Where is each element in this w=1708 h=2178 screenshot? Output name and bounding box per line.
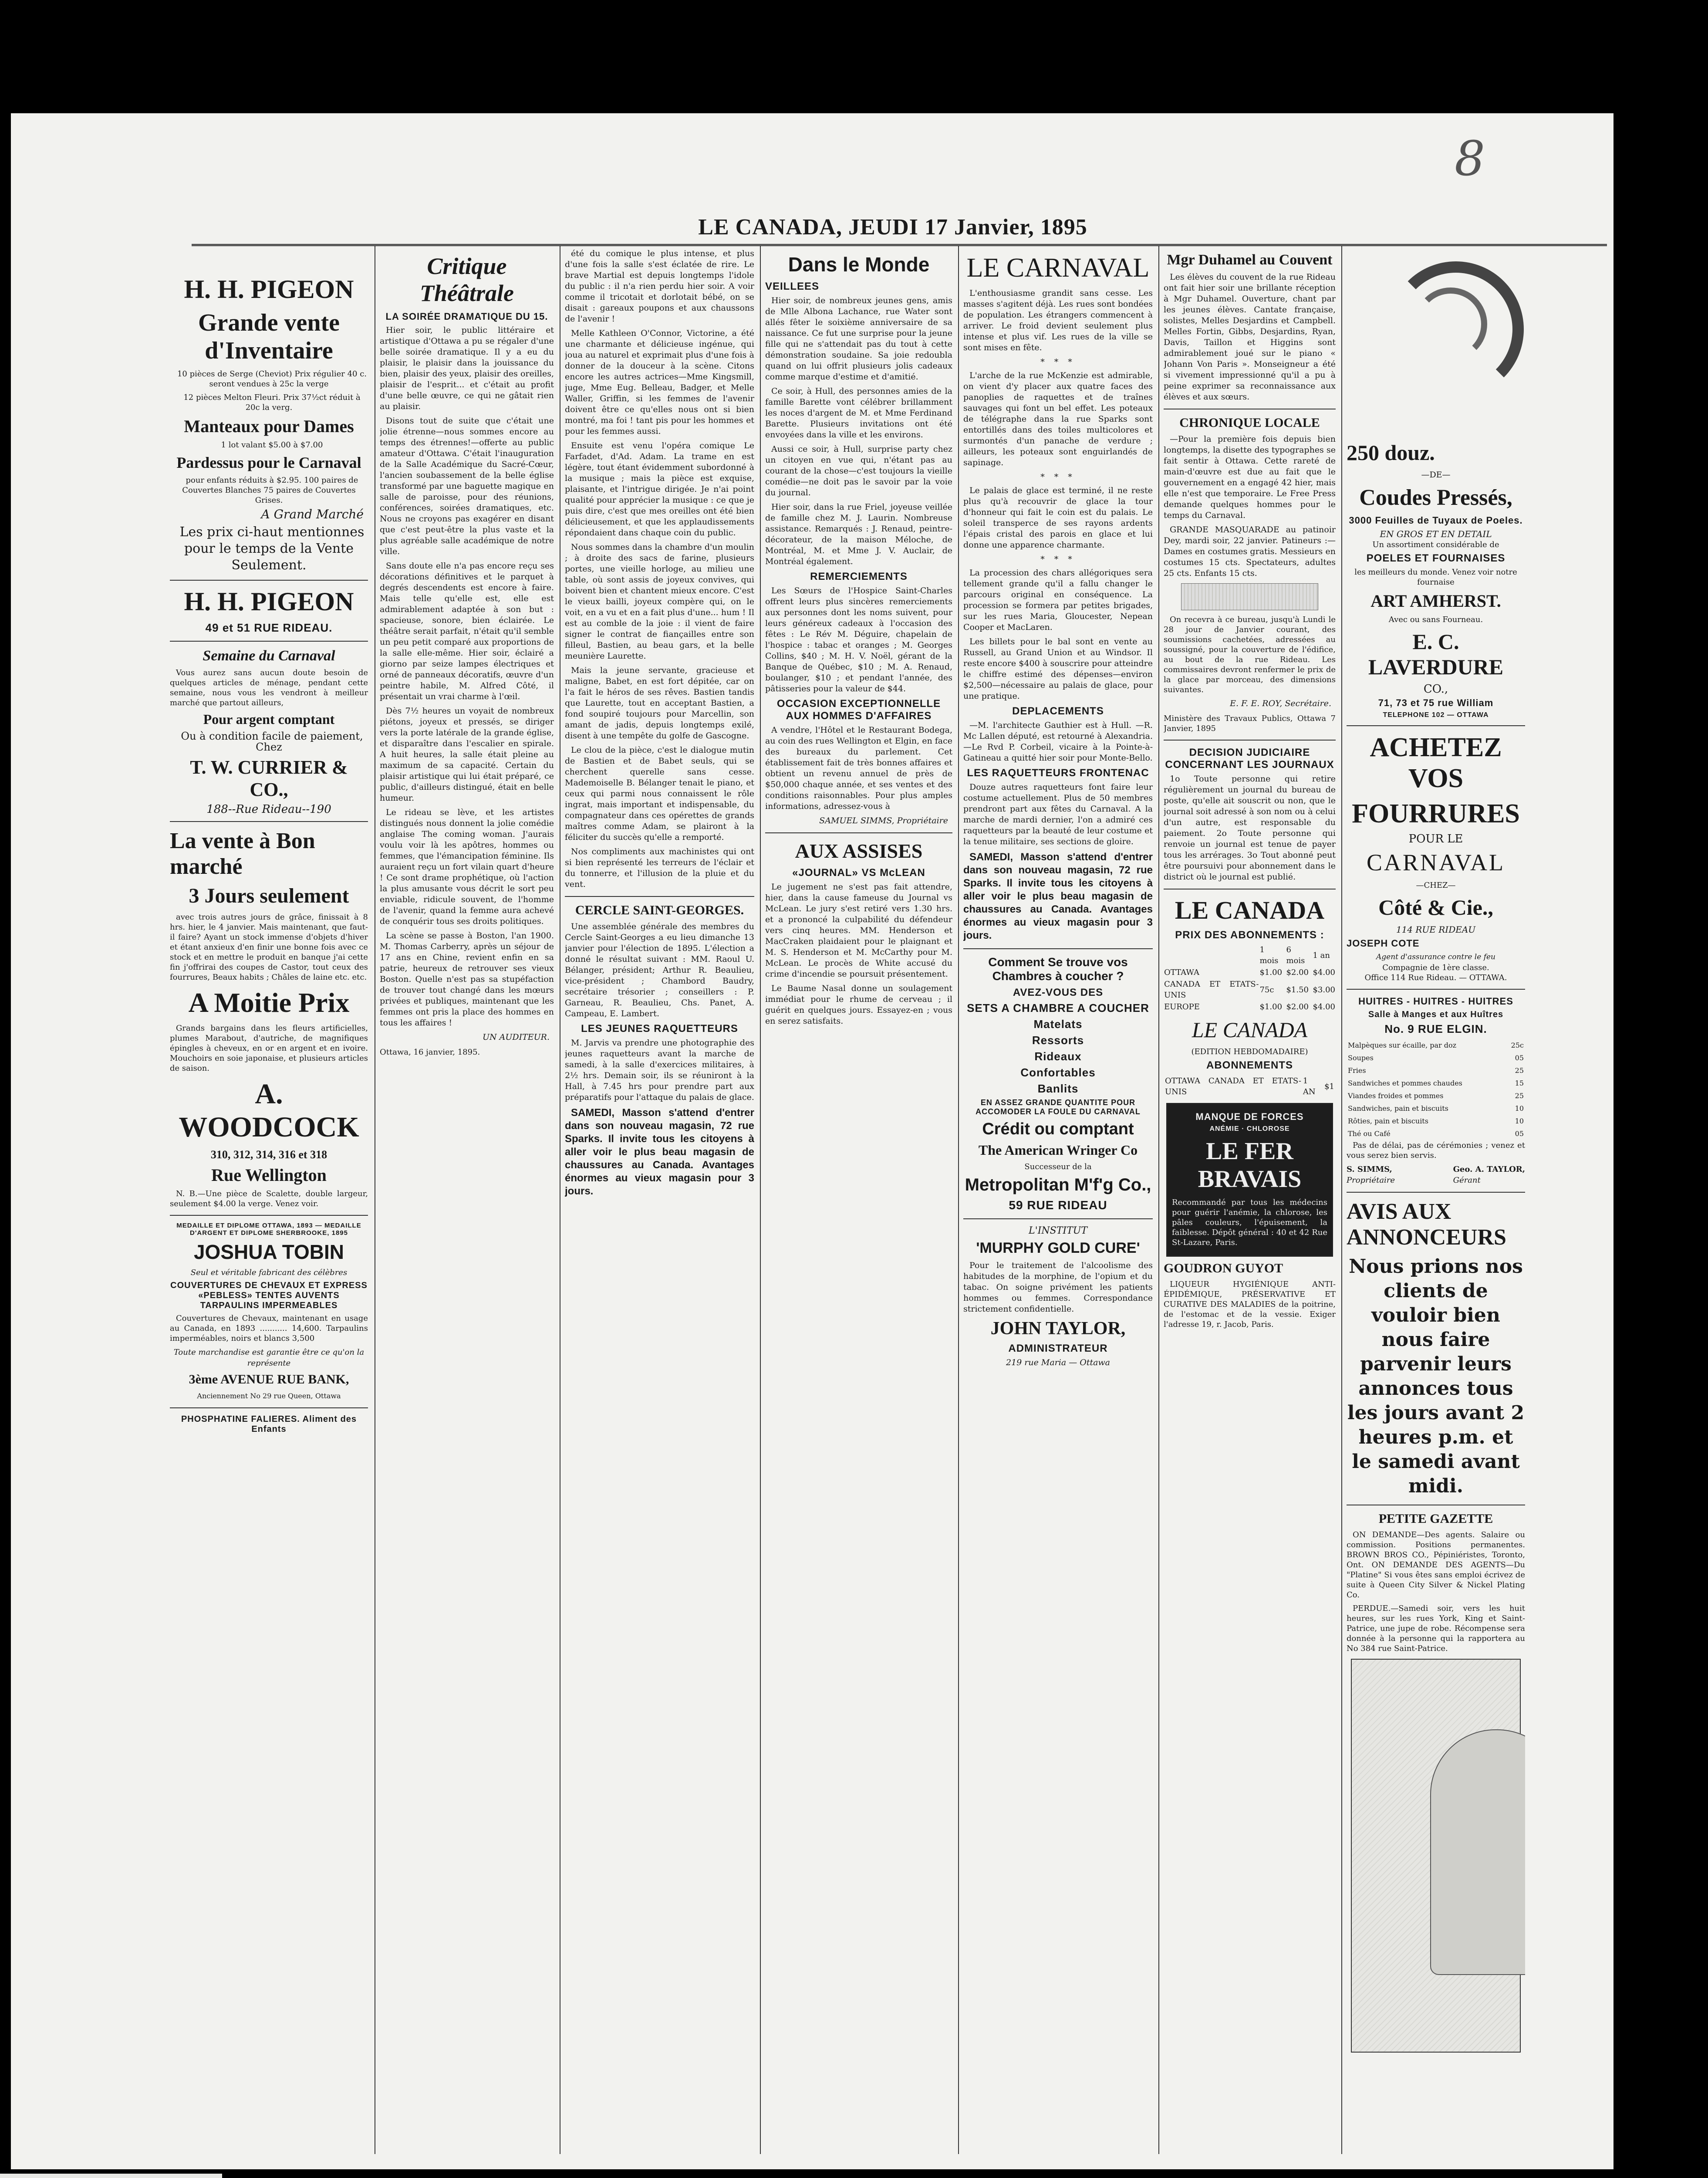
- gros-detail: EN GROS ET EN DETAIL: [1380, 529, 1492, 539]
- rates-table-weekly: [1164, 1074, 1336, 1099]
- separator: [170, 1407, 368, 1408]
- table-cell: Soupes: [1348, 1054, 1374, 1062]
- table-cell: $3.00: [1313, 985, 1335, 994]
- agent-text-2: Compagnie de 1ère classe.: [1382, 963, 1489, 972]
- rates-table: [1164, 944, 1336, 1013]
- masson-ad: SAMEDI, Masson s'attend d'entrer dans son nouveau magasin, 72 rue Sparks. Il invite tous les citoyens à aller voir le plus beau magasin de chaussures au Canada. Avantages énormes au vieux magasin pour 3 jours.: [565, 1107, 754, 1197]
- table-cell: 10: [1515, 1104, 1524, 1113]
- cote-heading: Côté & Cie.,: [1378, 895, 1493, 920]
- wringer-heading: The American Wringer Co: [978, 1142, 1138, 1158]
- laverdure-telephone: TELEPHONE 102 — OTTAWA: [1383, 711, 1489, 719]
- assises-subtitle: «JOURNAL» VS McLEAN: [792, 867, 925, 879]
- coudes-heading: Coudes Pressés,: [1359, 485, 1512, 510]
- table-row: [1164, 944, 1336, 967]
- woodcock-heading: A. WOODCOCK: [179, 1078, 359, 1143]
- table-row: [1347, 1065, 1524, 1076]
- achetez-heading: ACHETEZ VOS: [1370, 733, 1502, 793]
- table-row: [1164, 1001, 1336, 1013]
- bravais-name: LE FER BRAVAIS: [1198, 1138, 1302, 1193]
- table-row: [1347, 1077, 1524, 1089]
- paragraph: Le palais de glace est terminé, il ne reste plus qu'à recouvrir de glace la tour d'honneur qui fait le coin est du palais. Le soleil transperce de ses rayons ardents l'épais cristal des parois en glace et lui donne une apparence charmante.: [963, 486, 1153, 550]
- furniture-item: Banlits: [1037, 1082, 1079, 1095]
- masthead-rule: [192, 244, 1607, 246]
- paragraph: Nos compliments aux machinistes qui ont si bien représenté les terreurs de l'éclair et du tonnerre, et l'illusion de la pluie et du vent.: [565, 847, 754, 889]
- assort: Un assortiment considérable de: [1372, 540, 1499, 549]
- paragraph: Hier soir, le public littéraire et artistique d'Ottawa a pu se régaler d'une belle soirée dramatique. Il y a eu du plaisir, le plaisir dans la jouissance du bien, plaisir des yeux, plaisir des oreilles, plaisir de l'esprit... et c'était au profit d'une belle œuvre, ce qui ne gâtait rien au plaisir.: [380, 325, 554, 411]
- hebdo: (EDITION HEBDOMADAIRE): [1191, 1047, 1308, 1056]
- table-row: [1347, 1090, 1524, 1102]
- paragraph: La procession des chars allégoriques sera tellement grande qu'il a fallu changer le parcours original en conséquence. La procession se formera par petites brigades, sur les rues Maria, Gloucester, Nepean Cooper et MacLaren.: [963, 568, 1153, 632]
- table-cell: $1.00: [1259, 1002, 1283, 1011]
- masson-ad: SAMEDI, Masson s'attend d'entrer dans son nouveau magasin, 72 rue Sparks. Il invite tous les citoyens à aller voir le plus beau magasin de chaussures au Canada. Avantages énormes au vieux magasin pour 3 jours.: [963, 851, 1153, 941]
- page-number: 8: [1455, 131, 1485, 186]
- metropolitan-heading: Metropolitan M'f'g Co.,: [965, 1175, 1151, 1194]
- travaux-signature: E. F. E. ROY, Secrétaire.: [1230, 699, 1331, 708]
- table-cell: [1164, 944, 1259, 967]
- pigeon-address: 49 et 51 RUE RIDEAU.: [205, 621, 333, 634]
- tobin-sub: Seul et véritable fabricant des célèbres: [190, 1268, 348, 1277]
- table-cell: 25c: [1511, 1041, 1524, 1049]
- cercle-text: Une assemblée générale des membres du Cercle Saint-Georges a eu lieu dimanche 13 janvier pour l'élection de 1895. L'élection a donné le résultat suivant : MM. Raoul U. Bélanger, président; Arthur R. Beaulieu, vice-président ; Chambord Baudry, secrétaire trésorier ; conseillers : P. Garneau, R. Beaulieu, Chs. Panet, A. Campeau, E. Lambert.: [565, 922, 754, 1018]
- tobin-address: 3ème AVENUE RUE BANK,: [189, 1372, 349, 1387]
- paragraph: Melle Kathleen O'Connor, Victorine, a été une charmante et délicieuse ingénue, qui joua au naturel et exprimait plus d'une fois à donner de la douceur à la scène. Citons encore les autres actrices—Mme Kingsmill, juge, Mme Eug. Belleau, Badger, et Melle Waller, Griffin, si les femmes de l'avenir doivent être ce qu'elles nous ont si bien montré, ma foi ! tant pis pour les hommes et pour les femmes aussi.: [565, 328, 754, 436]
- administrateur: ADMINISTRATEUR: [1008, 1343, 1108, 1354]
- masthead: LE CANADA, JEUDI 17 Janvier, 1895: [698, 215, 1087, 240]
- avis-heading: AVIS AUX ANNONCEURS: [1347, 1199, 1506, 1250]
- star-separator: * * *: [1040, 555, 1076, 564]
- table-cell: 25: [1515, 1092, 1524, 1100]
- taylor-heading: JOHN TAYLOR,: [990, 1319, 1126, 1339]
- chronique-text: —Pour la première fois depuis bien longtemps, la disette des typographes se fait sentir à Ottawa. Cette rareté de main-d'œuvre est due au fait que le gouvernement en a engagé 42 hier, mais elle n'est que temporaire. Le Free Press demande quelques hommes pour le temps du Carnaval.: [1164, 434, 1336, 520]
- douz-heading: 250 douz.: [1347, 440, 1435, 465]
- table-row: [1347, 1128, 1524, 1140]
- occasion-heading: OCCASION EXCEPTIONNELLE AUX HOMMES D'AFFAIRES: [776, 698, 941, 722]
- separator: [1164, 740, 1336, 741]
- decision-heading: DECISION JUDICIAIRE CONCERNANT LES JOURNAUX: [1165, 747, 1334, 771]
- table-cell: OTTAWA: [1164, 968, 1199, 977]
- scan-quality-note: [0, 2174, 222, 2178]
- ministere: Ministère des Travaux Publics, Ottawa 7 Janvier, 1895: [1164, 714, 1336, 733]
- carnival-week-heading: Semaine du Carnaval: [203, 648, 335, 664]
- occasion-signature: SAMUEL SIMMS, Propriétaire: [819, 816, 948, 825]
- remerciements-text: Les Sœurs de l'Hospice Saint-Charles offrent leurs plus sincères remerciements aux personnes dont les noms suivent, pour leurs généreux cadeaux à l'occasion des fêtes : Le Rév M. Déguire, chapelain de l'hospice : tabac et oranges ; M. Georges Collins, $40 ; M. H. V. Noël, gérant de la Banque de Québec, $10 ; M. A. Renaud, boulanger, $10 ; et pendant l'année, des pâtisseries pour la valeur de $44.: [765, 586, 952, 693]
- paragraph: L'enthousiasme grandit sans cesse. Les masses s'agitent déjà. Les rues sont bondées de population. Les étrangers commencent à arriver. Le froid devient seulement plus intense et plus vif. Les rues de la ville se sont mises en fête.: [963, 288, 1153, 352]
- raquetteurs-text: M. Jarvis va prendre une photographie des jeunes raquetteurs avant la marche de samedi, à la salle d'exercices militaires, à 2½ hrs. Demain soir, ils se réuniront à la Hall, à 7.45 hrs pour prendre part aux préparatifs pour l'attaque du palais de glace.: [565, 1038, 754, 1102]
- table-row: [1165, 1075, 1335, 1098]
- veillees-heading: VEILLEES: [765, 281, 820, 292]
- signatures: [1347, 1164, 1525, 1186]
- goudron-text: LIQUEUR HYGIÉNIQUE ANTI-ÉPIDÉMIQUE, PRÉSERVATIVE ET CURATIVE DES MALADIES de la poitrine, de l'estomac et de la vessie. Exiger l'adresse 19, r. Jacob, Paris.: [1164, 1280, 1336, 1329]
- bravais-text: Recommandé par tous les médecins pour guérir l'anémie, la chlorose, les pâles couleurs, l'épuisement, la faiblesse. Dépôt général : 40 et 42 Rue St-Lazare, Paris.: [1172, 1198, 1327, 1247]
- perdue-text: PERDUE.—Samedi soir, vers les huit heures, sur les rues York, King et Saint-Patrice, une jupe de robe. Récompense sera donnée à la personne qui la rapportera au No 384 rue Saint-Patrice.: [1347, 1604, 1525, 1653]
- taylor: Geo. A. TAYLOR,: [1453, 1165, 1525, 1174]
- wellington-heading: Rue Wellington: [211, 1165, 327, 1185]
- paragraph: Dès 7½ heures un voyait de nombreux piétons, joyeux et pressés, se diriger vers la porte latérale de la grande église, et disparaître dans l'escalier en spirale. A huit heures, la salle était pleine au maximum de sa capacité. Certain du plaisir artistique qui lui était préparé, ce public, d'ailleurs distingué, était en belle humeur.: [380, 706, 554, 803]
- paragraph: Mais la jeune servante, gracieuse et maligne, Babet, en est fort dépitée, car on l'a fait le héros de ses rêves. Bastien tandis que Laurette, tout en acceptant Bastien, a fond soupiré toujours pour Marcellin, son amant de jadis, depuis longtemps exilé, disent à une tempête du golfe de Gascogne.: [565, 666, 754, 741]
- paragraph: Aussi ce soir, à Hull, surprise party chez un citoyen en vue qui, n'étant pas au courant de la chose—c'est toujours la vieille comédie—ne doit pas le savoir par la voie du journal.: [765, 444, 952, 497]
- separator: [963, 948, 1153, 949]
- days-text: avec trois autres jours de grâce, finissait à 8 hrs. hier, le 4 janvier. Mais maintenant, que faut-il faire? Ayant un stock immense d'objets d'hiver et étant anxieux d'en finir une bonne fois avec ce stock et en mettre le produit en banque j'ai cette fin j'offrirai des coupes de Castor, tout ceux des fourrures, Beaux habits ; Châles de laine etc. etc.: [170, 913, 368, 982]
- carnival-week-text: Vous aurez sans aucun doute besoin de quelques articles de ménage, pendant cette semaine, nous vous les vendront à meilleur marché que partout ailleurs,: [170, 668, 368, 707]
- table-cell: $4.00: [1313, 968, 1335, 977]
- chez: —CHEZ—: [1416, 881, 1456, 890]
- paragraph: Disons tout de suite que c'était une jolie étrenne—nous sommes encore au temps des étrennes!—offerte au public amateur d'Ottawa. C'était l'inauguration de la Salle Académique du Sacré-Cœur, l'ancien soubassement de la belle église transformé par une baguette magique en salle de paroisse, pour des réunions, conférences, soirées dramatiques, etc. Nous ne croyons pas exagérer en disant que c'est peut-être la plus vaste et la plus agréable salle académique de notre ville.: [380, 416, 554, 556]
- gerant: Gérant: [1453, 1176, 1481, 1185]
- column-critique-cont: [565, 248, 754, 2134]
- table-cell: Sandwiches et pommes chaudes: [1348, 1079, 1462, 1087]
- separator: [1347, 989, 1525, 990]
- paragraph: Le clou de la pièce, c'est le dialogue mutin de Bastien et de Babet seuls, qui se cherchent querelle sans cesse. Mademoiselle B. Bélanger tenait le piano, et ceux qui parmi nous connaissent le rôle ingrat, mais important et indispensable, du compagnateur dans ces opérettes de grands maîtres comme Adam, se plairont à la féliciter du succès qu'elle a remporté.: [565, 745, 754, 842]
- critique-author: UN AUDITEUR.: [482, 1032, 550, 1042]
- table-cell: Rôties, pain et biscuits: [1348, 1117, 1428, 1125]
- table-cell: $4.00: [1313, 1002, 1335, 1011]
- column-divider: [1341, 246, 1342, 2154]
- paragraph: Hier soir, de nombreux jeunes gens, amis de Mlle Albona Lachance, rue Water sont allés fêter le soixième anniversaire de sa naissance. Ce fut une surprise pour la jeune fille qui ne s'attendait pas du tout à cette démonstration soudaine. Sa joie redoubla quand on lui offrit plusieurs jolis cadeaux comme marque d'estime et d'amitié.: [765, 296, 952, 382]
- star-separator: * * *: [1040, 357, 1076, 367]
- abonnements2: ABONNEMENTS: [1206, 1059, 1293, 1071]
- lecanada-heading: LE CANADA: [1175, 896, 1325, 924]
- column-divider: [958, 246, 959, 2154]
- furniture-item: Confortables: [1020, 1066, 1096, 1079]
- furniture-item: Ressorts: [1032, 1034, 1084, 1047]
- column-divider: [760, 246, 761, 2154]
- tobin-note: Toute marchandise est garantie être ce qu'on la représente: [173, 1348, 365, 1368]
- paragraph: Les billets pour le bal sont en vente au Russell, au Grand Union et au Windsor. Il reste encore $400 à souscrire pour atteindre le chiffre estimé des dépenses—environ $2,500—nécessaire au palais de glace, pour une pratique.: [963, 637, 1153, 701]
- overcoats-text: pour enfants réduits à $2.95. 100 paires de Couvertes Blanches 75 paires de Couvertes Grises.: [182, 476, 358, 505]
- de: —DE—: [1421, 470, 1451, 480]
- coats-text: 1 lot valant $5.00 à $7.00: [221, 440, 323, 450]
- murphy-heading: 'MURPHY GOLD CURE': [976, 1240, 1140, 1256]
- table-cell: $1.50: [1286, 985, 1309, 994]
- table-cell: $1.00: [1259, 968, 1283, 977]
- separator: [170, 580, 368, 581]
- masquarade-text: GRANDE MASQUARADE au patinoir Dey, mardi soir, 22 janvier. Patineurs :—Dames en costumes gratis. Messieurs en costumes 15 cts. Spectateurs, adultes 25 cts. Enfants 15 cts.: [1164, 525, 1336, 578]
- duhamel-text: Les élèves du couvent de la rue Rideau ont fait hier soir une brillante réception à Mgr Duhamel. Ouverture, chant par les jeunes élèves. Cantate française, solistes, Melles Desjardins et Campbell. Melles Fortin, Gibbs, Desjardins, Ryan, Davis, Taillon et Higgins sont admirablement joué sur le piano « Johann Von Paris ». Monseigneur a été si vivement impressionné qu'il a pu à peine exprimer sa reconnaissance aux élèves et aux sœurs.: [1164, 272, 1336, 402]
- table-cell: 1 mois: [1259, 945, 1279, 965]
- pigeon-heading: H. H. PIGEON: [184, 275, 354, 304]
- quantity-note: EN ASSEZ GRANDE QUANTITE POUR ACCOMODER LA FOULE DU CARNAVAL: [976, 1098, 1141, 1116]
- column-ads-pigeon: [170, 248, 368, 2134]
- chronique-heading: CHRONIQUE LOCALE: [1179, 416, 1320, 430]
- murphy-text: Pour le traitement de l'alcoolisme des habitudes de la morphine, de l'opium et du tabac. On soigne privément les patients hommes ou femmes. Correspondance strictement confidentielle.: [963, 1261, 1153, 1314]
- separator: [765, 832, 952, 833]
- sets-heading: SETS A CHAMBRE A COUCHER: [967, 1001, 1149, 1015]
- separator: [1347, 1192, 1525, 1193]
- table-row: [1164, 967, 1336, 978]
- lecanada-weekly-heading: LE CANADA: [1192, 1018, 1308, 1042]
- critique-dateline: Ottawa, 16 janvier, 1895.: [380, 1048, 480, 1057]
- proprietaire: Propriétaire: [1347, 1176, 1395, 1185]
- price-note: Les prix ci-haut mentionnes pour le temps de la Vente Seulement.: [179, 524, 365, 573]
- poeles-text: les meilleurs du monde. Venez voir notre fournaise: [1354, 568, 1517, 587]
- stovepipe-elbow-icon: [1349, 253, 1523, 436]
- days-heading: 3 Jours seulement: [189, 884, 349, 907]
- star-separator: * * *: [1040, 472, 1076, 482]
- sale-item: 10 pièces de Serge (Cheviot) Prix régulier 40 c. seront vendues à 25c la verge: [177, 369, 367, 389]
- currier-heading: T. W. CURRIER & CO.,: [190, 757, 348, 800]
- woodcock-address: 310, 312, 314, 316 et 318: [210, 1148, 327, 1161]
- deplacements-text: —M. l'architecte Gauthier est à Hull. —R. Mc Lallen député, est retourné à Alexandria. —Le Rvd P. Corbeil, vicaire à la Pointe-à-Gatineau a quitté hier soir pour Monte-Bello.: [963, 720, 1153, 763]
- column-critique: [380, 248, 554, 2134]
- paragraph: Ce soir, à Hull, des personnes amies de la famille Barette vont célébrer brillamment les noces d'argent de M. et Mme Ferdinand Barette. Plusieurs invitations ont été envoyées dans la ville et les environs.: [765, 386, 952, 440]
- table-cell: 05: [1515, 1054, 1524, 1062]
- half-price-text: Grands bargains dans les fleurs artificielles, plumes Marabout, d'autriche, de magnifiques épingles à cheveux, en or en argent et en ivoire. Mouchoirs en soie japonaise, et plusieurs articles de saison.: [170, 1024, 368, 1073]
- table-cell: 15: [1515, 1079, 1524, 1087]
- separator: [963, 1218, 1153, 1219]
- table-cell: Malpèques sur écaille, par doz: [1348, 1041, 1457, 1049]
- critique-subtitle: LA SOIRÉE DRAMATIQUE DU 15.: [385, 311, 548, 322]
- separator: [170, 1215, 368, 1216]
- gazette-heading: PETITE GAZETTE: [1378, 1512, 1493, 1526]
- tobin-address-2: Anciennement No 29 rue Queen, Ottawa: [197, 1392, 341, 1400]
- assises-text: Le jugement ne s'est pas fait attendre, hier, dans la cause fameuse du Journal vs McLean. Le jury s'est retiré vers 1.30 hrs. et a prononcé la culpabilité du défendeur vers cinq heures. MM. Henderson et MacCraken plaidaient pour le plaignant et M. S. Henderson et M. McCarthy pour M. McLean. Le procès de White accusé du crime d'incendie se poursuit présentement.: [765, 882, 952, 979]
- poeles: POELES ET FOURNAISES: [1366, 552, 1505, 564]
- fourrures-heading: FOURRURES: [1352, 799, 1520, 829]
- paragraph: Ensuite est venu l'opéra comique Le Farfadet, d'Ad. Adam. La trame en est légère, tout étant évidemment subordonné à la musique ; mais la pièce est exquise, plaisante, et l'intrigue dirigée. Je n'ai point qualité pour apprécier la musique : ce que je puis dire, c'est que mes oreilles ont été bien délicieusement, et que les applaudissements répondaient dans chaque coin du public.: [565, 441, 754, 538]
- comment-heading: Comment Se trouve vos Chambres à coucher ?: [988, 955, 1128, 983]
- cercle-heading: CERCLE SAINT-GEORGES.: [575, 903, 744, 917]
- metropolitan-address: 59 RUE RIDEAU: [1009, 1198, 1107, 1212]
- raquetteurs-heading: LES JEUNES RAQUETTEURS: [581, 1023, 738, 1035]
- credit-heading: Crédit ou comptant: [982, 1120, 1134, 1138]
- abonnements-heading: PRIX DES ABONNEMENTS :: [1175, 929, 1324, 941]
- menu-table: [1347, 1038, 1525, 1140]
- furniture-item: Matelats: [1033, 1018, 1083, 1031]
- successeur: Successeur de la: [1024, 1162, 1092, 1171]
- avez-vous: AVEZ-VOUS DES: [1013, 987, 1104, 998]
- tobin-heading: JOSHUA TOBIN: [193, 1241, 344, 1263]
- woodcock-note: N. B.—Une pièce de Scalette, double largeur, seulement $4.00 la verge. Venez voir.: [170, 1189, 368, 1208]
- half-price-heading: A Moitie Prix: [188, 987, 350, 1018]
- column-ads-right: [1347, 248, 1525, 2134]
- phosphatine-ad: PHOSPHATINE FALIERES. Aliment des Enfants: [181, 1414, 357, 1434]
- engraving-illustration: [1351, 1659, 1521, 2053]
- cash-text: Ou à condition facile de paiement, Chez: [181, 730, 363, 753]
- deplacements-heading: DEPLACEMENTS: [1012, 705, 1104, 717]
- feuilles: 3000 Feuilles de Tuyaux de Poeles.: [1349, 515, 1523, 526]
- table-row: [1347, 1052, 1524, 1064]
- paragraph: été du comique le plus intense, et plus d'une fois la salle s'est éclatée de rire. Le brave Martial est depuis longtemps l'idole du public : il n'a rien perdu hier soir. A voir comme il tricotait et dorlotait bébé, on se disait : gareaux poupons et aux chaussons de l'avenir !: [565, 249, 754, 324]
- medals-line: MEDAILLE ET DIPLOME OTTAWA, 1893 — MEDAILLE D'ARGENT ET DIPLOME SHERBROOKE, 1895: [176, 1222, 361, 1237]
- salle-heading: Salle à Manges et aux Huîtres: [1368, 1010, 1504, 1019]
- paragraph: Nous sommes dans la chambre d'un moulin ; à droite des sacs de farine, plusieurs portes, une vieille horloge, au milieu une table, où sont assis de joyeux convives, qui boivent bien et chantent mieux encore. C'est le vieux bailli, joyeux compère qui, on le voit, en a vu et en a fait plus d'une... hum ! Il est au comble de la joie : il vient de faire signer le contrat de fiançailles entre son filleul, Bastien, au beau gars, et la belle meunière Laurette.: [565, 542, 754, 661]
- separator: [565, 896, 754, 897]
- monde-heading: Dans le Monde: [788, 253, 930, 276]
- currier-address: 188--Rue Rideau--190: [206, 803, 331, 816]
- amherst-heading: ART AMHERST.: [1370, 591, 1501, 611]
- ornament-icon: [1181, 583, 1318, 610]
- occasion-text: A vendre, l'Hôtel et le Restaurant Bodega, au coin des rues Wellington et Elgin, en face des bureaux du parlement. Cet établissement fait de très bonnes affaires et obtient un revenu annuel de près de $50,000 chaque année, et ses ventes et des conditions raisonnables. Pour plus amples informations, adressez-vous à: [765, 725, 952, 811]
- menu-note: Pas de délai, pas de cérémonies ; venez et vous serez bien servis.: [1347, 1141, 1525, 1160]
- carnaval-heading: LE CARNAVAL: [966, 253, 1150, 283]
- gazette-text: ON DEMANDE—Des agents. Salaire ou commission. Positions permanentes. BROWN BROS CO., Pépiniéristes, Toronto, Ont. ON DEMANDE DES AGENTS—Du "Platine" Si vous êtes sans emploi écrivez de suite à Queen City Silver & Nickel Plating Co.: [1347, 1530, 1525, 1600]
- separator: [1347, 725, 1525, 726]
- column-duhamel: [1164, 248, 1336, 2134]
- frontenac-text: Douze autres raquetteurs font faire leur costume actuellement. Plus de 50 membres prendront part aux fêtes du Carnaval. A la marche de mardi dernier, l'on a admiré ces raquetteurs par la beauté de leur costume et la tenue militaire, ses sections de gloire.: [963, 782, 1153, 846]
- fourneau: Avec ou sans Fourneau.: [1388, 615, 1483, 624]
- laverdure-address: 71, 73 et 75 rue William: [1378, 697, 1494, 708]
- assises-heading: AUX ASSISES: [795, 840, 923, 862]
- simms: S. SIMMS,: [1347, 1165, 1392, 1174]
- table-row: [1347, 1103, 1524, 1114]
- table-cell: Sandwiches, pain et biscuits: [1348, 1104, 1448, 1113]
- paragraph: L'arche de la rue McKenzie est admirable, on vient d'y placer aux quatre faces des panoplies de raquettes et de traînes sauvages qui font un bel effet. Les poteaux de télégraphe dans la rue Sparks sont entortillés dans des toiles multicolores et surmontés d'un panache de verdure ; ailleurs, les poteaux sont enguirlandés de sapinage.: [963, 371, 1153, 467]
- table-row: [1347, 1039, 1524, 1051]
- goudron-heading: GOUDRON GUYOT: [1164, 1261, 1283, 1275]
- sale-heading: La vente à Bon marché: [170, 829, 315, 879]
- table-cell: 05: [1515, 1130, 1524, 1138]
- figure-icon: [1430, 1729, 1525, 1975]
- table-cell: Viandes froides et pommes: [1348, 1092, 1444, 1100]
- duhamel-heading: Mgr Duhamel au Couvent: [1167, 252, 1333, 268]
- table-cell: $2.00: [1286, 968, 1309, 977]
- pour-le: POUR LE: [1408, 832, 1463, 845]
- table-cell: Fries: [1348, 1066, 1366, 1075]
- carnaval-ad-heading: CARNAVAL: [1366, 849, 1505, 876]
- table-cell: 1 an: [1313, 950, 1330, 960]
- critique-heading: Critique Théâtrale: [420, 253, 514, 306]
- separator: [170, 641, 368, 642]
- table-cell: 6 mois: [1286, 945, 1305, 965]
- column-monde: [765, 248, 952, 2134]
- tobin-products: COUVERTURES DE CHEVAUX ET EXPRESS «PEBLESS» TENTES AUVENTS TARPAULINS IMPERMEABLES: [170, 1281, 368, 1310]
- tobin-list: Couvertures de Chevaux, maintenant en usage au Canada, en 1893 ........... 14,600. Tarpaulins imperméables, noirs et blancs 3,500: [170, 1314, 368, 1343]
- frontenac-heading: LES RAQUETTEURS FRONTENAC: [967, 767, 1149, 779]
- elgin-heading: No. 9 RUE ELGIN.: [1384, 1022, 1487, 1035]
- column-carnaval: [963, 248, 1153, 2134]
- paragraph: Hier soir, dans la rue Friel, joyeuse veillée de famille chez M. J. Laurin. Nombreuse assistance. Remarqués : J. Renaud, peintre-décorateur, de la maison Méloche, de Montréal, M. et Mme J. V. Auclair, de Montréal également.: [765, 502, 952, 566]
- paragraph: Sans doute elle n'a pas encore reçu ses décorations définitives et le parquet à degrés descendents est encore à faire. Mais telle qu'elle est, elle est admirablement adaptée à son but : spacieuse, sonore, bien éclairée. Le théâtre serait parfait, n'était qu'il semble un peu petit comparé aux proportions de la salle elle-même. Hier soir, éclairé a giorno par seize lampes électriques et orné de panneaux décoratifs, œuvre d'un peintre habile, M. Alfred Côté, il présentait un vrai charme à l'œil.: [380, 561, 554, 701]
- pigeon-heading-2: H. H. PIGEON: [184, 587, 354, 616]
- laverdure-heading: E. C. LAVERDURE: [1368, 629, 1504, 679]
- table-cell: $1: [1324, 1082, 1334, 1091]
- grand-marche: A Grand Marché: [261, 507, 364, 521]
- bravais-ad: [1166, 1103, 1333, 1257]
- furniture-item: Rideaux: [1034, 1050, 1082, 1063]
- cash-heading: Pour argent comptant: [203, 711, 335, 727]
- huitres-heading: HUITRES - HUITRES - HUITRES: [1358, 996, 1513, 1007]
- bravais-top: MANQUE DE FORCES: [1195, 1111, 1304, 1122]
- avis-text: Nous prions nos clients de vouloir bien nous faire parvenir leurs annonces tous les jours avant 2 heures p.m. et le samedi avant midi.: [1347, 1255, 1525, 1497]
- table-cell: 1 AN: [1303, 1076, 1316, 1096]
- table-cell: Thé ou Café: [1348, 1130, 1391, 1138]
- taylor-address: 219 rue Maria — Ottawa: [1006, 1358, 1111, 1367]
- table-cell: OTTAWA CANADA ET ETATS-UNIS: [1165, 1076, 1301, 1096]
- separator: [170, 821, 368, 822]
- table-row: [1164, 978, 1336, 1001]
- table-cell: 10: [1515, 1117, 1524, 1125]
- table-cell: $2.00: [1286, 1002, 1309, 1011]
- table-cell: EUROPE: [1164, 1002, 1200, 1011]
- paragraph: La scène se passe à Boston, l'an 1900. M. Thomas Carberry, après un séjour de 17 ans en Chine, revient enfin en sa patrie, heureux de retrouver ses vieux Boston. Quelle n'est pas sa stupéfaction de trouver tout changé dans les mœurs privées et publiques, maintenant que les femmes ont pris la place des hommes en tous les affaires !: [380, 931, 554, 1028]
- table-cell: CANADA ET ETATS-UNIS: [1164, 980, 1259, 1000]
- sale-item: 12 pièces Melton Fleuri. Prix 37½ct réduit à 20c la verg.: [183, 393, 361, 412]
- travaux-text: On recevra à ce bureau, jusqu'à Lundi le 28 jour de Janvier courant, des soumissions cachetées, adressées au soussigné, pour la couverture de l'édifice, au bout de la rue Rideau. Les commissaires devront renfermer le prix de la glace par morceau, des dimensions suivantes.: [1164, 615, 1336, 694]
- paragraph: Le rideau se lève, et les artistes distingués nous donnent la jolie comédie anglaise The coming woman. J'aurais voulu voir là les apôtres, hommes ou femmes, que l'émancipation féminine. Ils auraient reçu un fort vilain quart d'heure ! Ce sont drame prophétique, où l'action la plus amusante vous décrit le sort peu enviable, ridicule souvent, de l'homme de l'avenir, quand la femme aura achevé de conquérir tous ses droits politiques.: [380, 808, 554, 926]
- carnival-overcoats-heading: Pardessus pour le Carnaval: [176, 454, 361, 471]
- cote-address: 114 RUE RIDEAU: [1396, 924, 1476, 935]
- cote-office: Office 114 Rue Rideau. — OTTAWA.: [1364, 973, 1507, 982]
- laverdure-co: CO.,: [1423, 683, 1448, 696]
- inventory-sale-heading: Grande vente d'Inventaire: [198, 309, 340, 364]
- table-cell: 25: [1515, 1066, 1524, 1075]
- joseph-cote: JOSEPH COTE: [1347, 938, 1420, 949]
- baume-text: Le Baume Nasal donne un soulagement immédiat pour le rhume de cerveau ; il guérit en quelques jours. Essayez-en ; vous en serez satisfaits.: [765, 984, 952, 1026]
- institut: L'INSTITUT: [1029, 1225, 1087, 1236]
- agent-text: Agent d'assurance contre le feu: [1376, 953, 1496, 961]
- table-cell: 75c: [1259, 985, 1274, 994]
- bravais-sub: ANÉMIE · CHLOROSE: [1209, 1125, 1290, 1133]
- decision-text: 1o Toute personne qui retire régulièrement un journal du bureau de poste, qu'elle ait souscrit ou non, que le journal soit adressé à son nom ou à celui d'un autre, est responsable du paiement. 2o Toute personne qui renvoie un journal est tenue de payer tous les arrérages. 3o Tout abonné peut être poursuivi pour abonnement dans le district où le journal est publié.: [1164, 774, 1336, 882]
- remerciements-heading: REMERCIEMENTS: [810, 571, 908, 582]
- column-divider: [1158, 246, 1159, 2154]
- table-row: [1347, 1115, 1524, 1127]
- coats-heading: Manteaux pour Dames: [184, 416, 354, 436]
